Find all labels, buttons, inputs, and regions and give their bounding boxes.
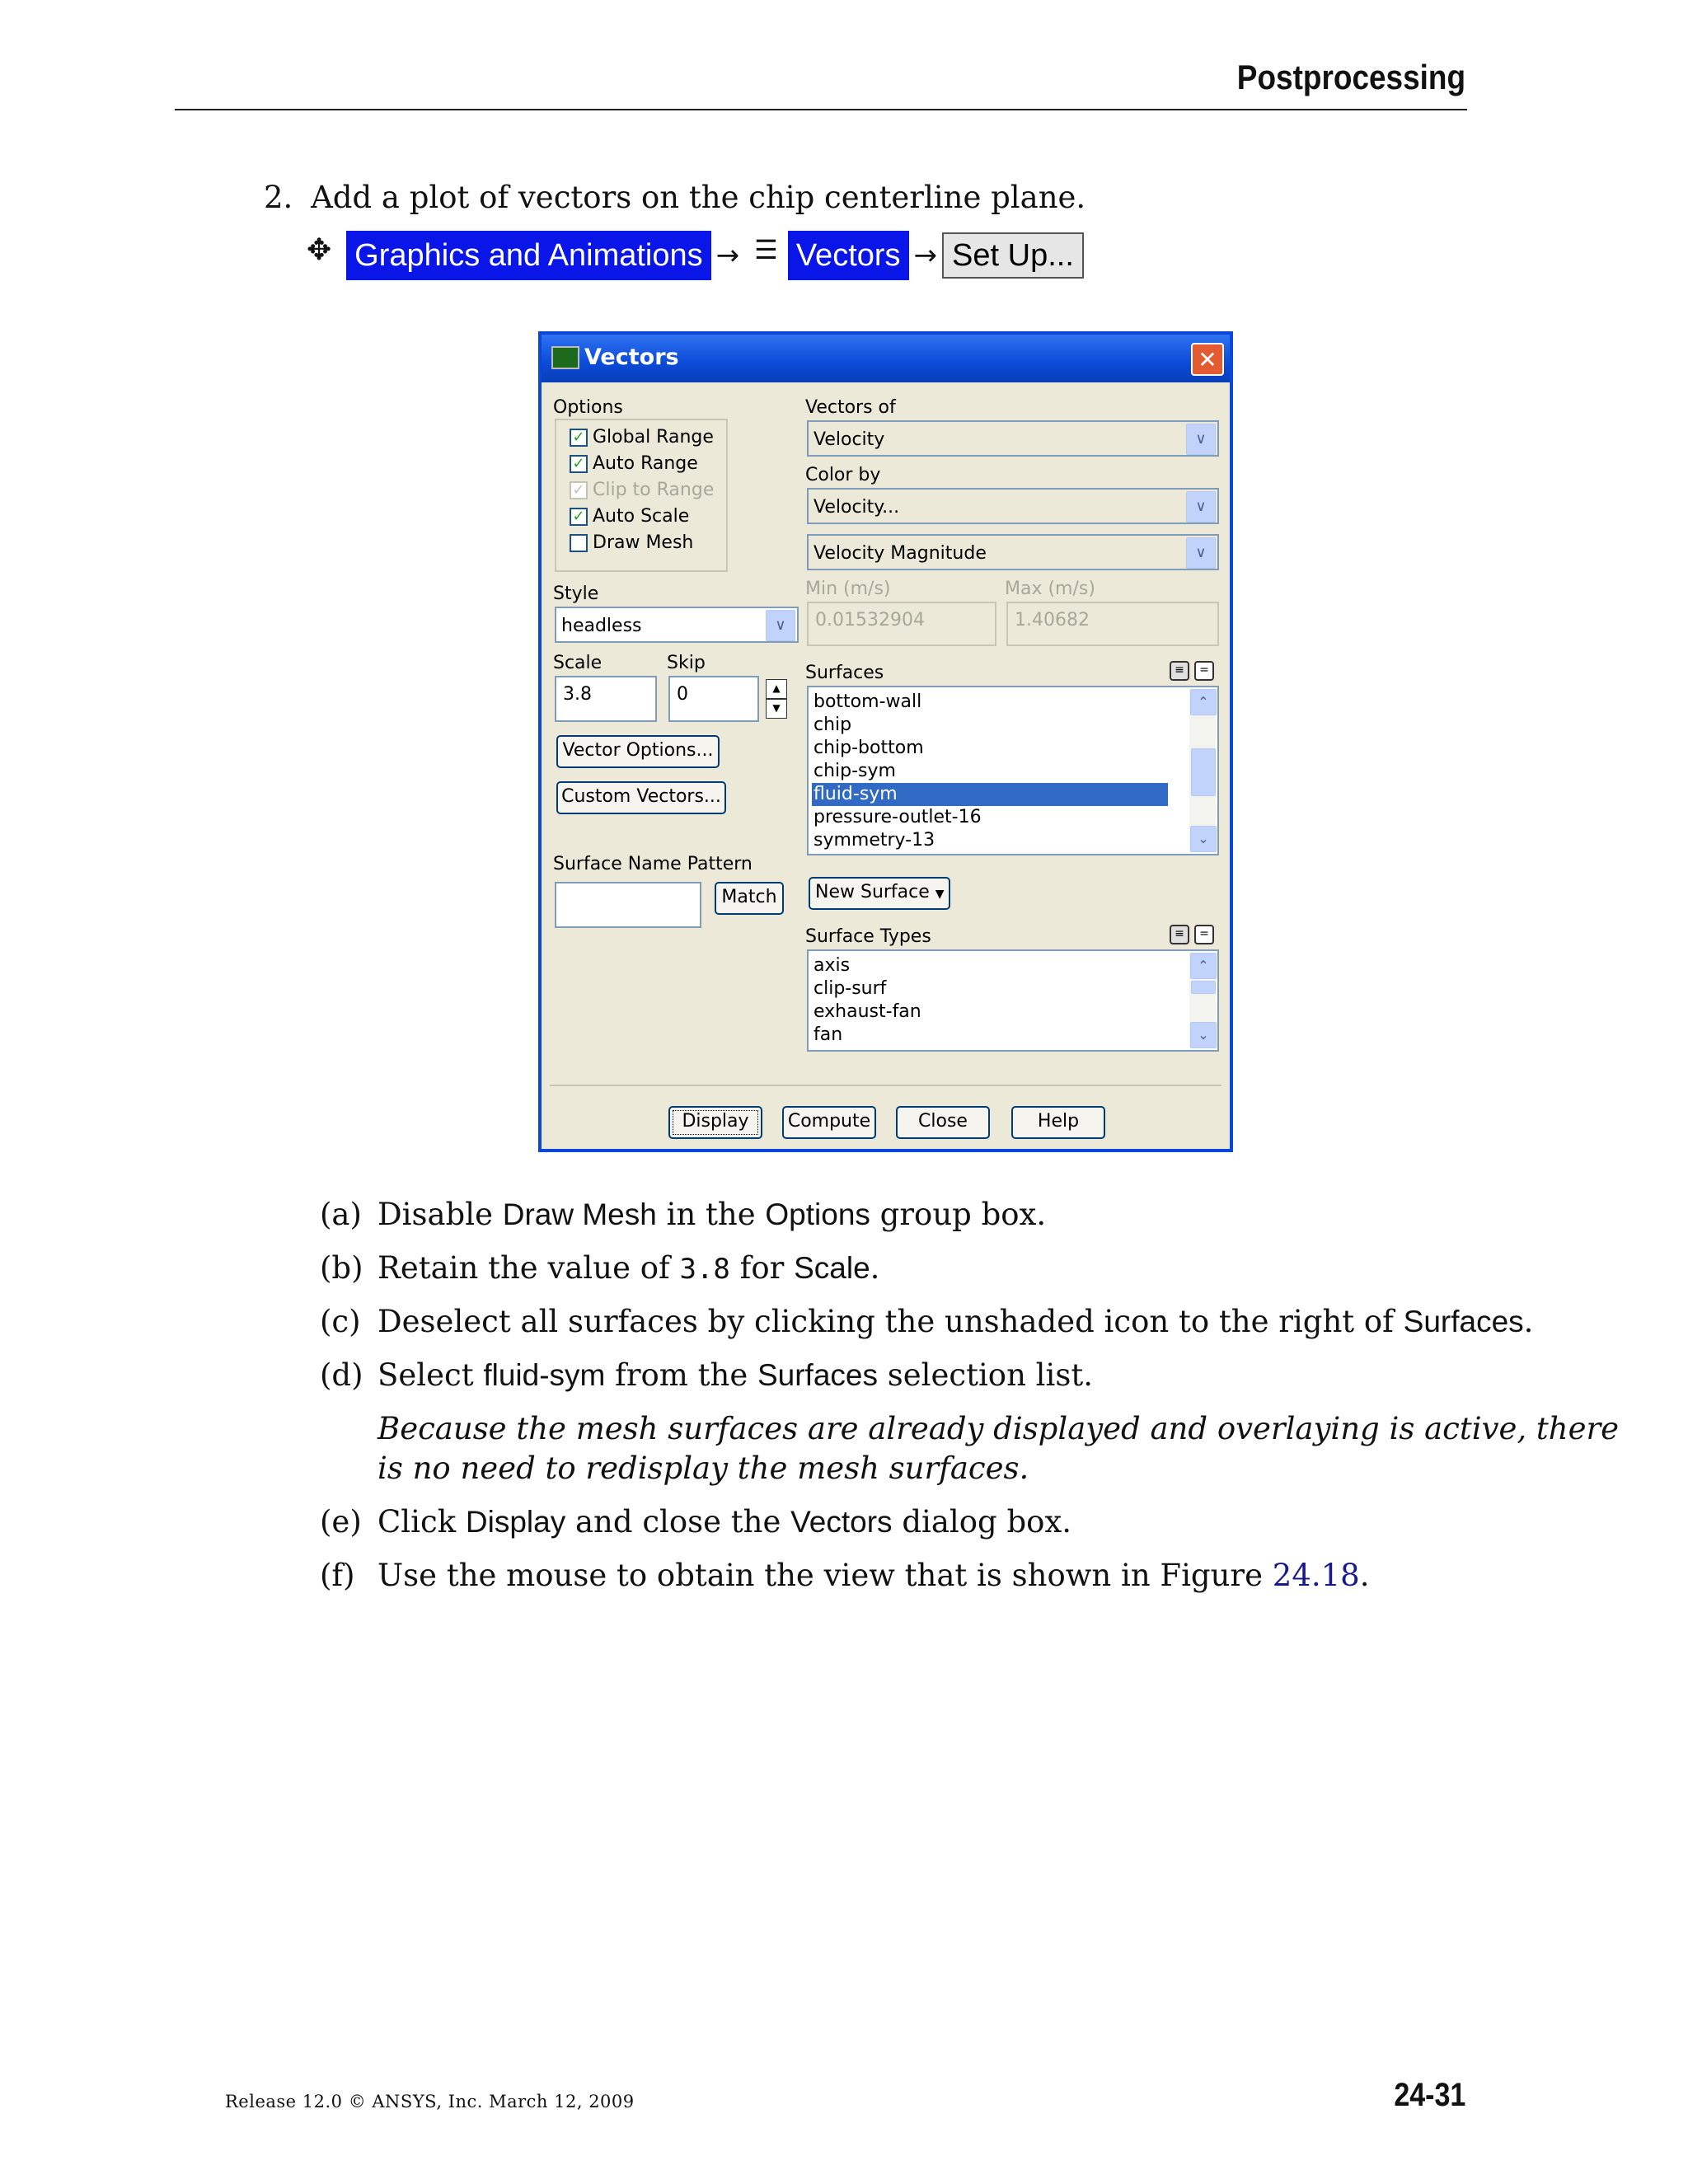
instruction-e <box>320 1504 1071 1540</box>
text: selection list. <box>878 1357 1093 1393</box>
surface-name-pattern-input[interactable] <box>555 882 701 928</box>
divider <box>550 1085 1221 1086</box>
caret-down-icon: ▼ <box>935 888 945 901</box>
color-by-dropdown[interactable] <box>807 488 1219 524</box>
surfaces-label: Surfaces <box>805 663 884 683</box>
vectors-of-dropdown[interactable] <box>807 420 1219 457</box>
scrollbar[interactable] <box>1189 953 1216 1048</box>
auto-range-label: Auto Range <box>593 453 698 474</box>
list-item[interactable]: axis <box>814 955 851 976</box>
clip-to-range-label: Clip to Range <box>593 480 715 500</box>
text: dialog box. <box>892 1504 1072 1540</box>
note-line-2: is no need to redisplay the mesh surfaces. <box>377 1451 1029 1486</box>
text: Retain the value of <box>377 1250 680 1286</box>
color-by-sub-dropdown[interactable] <box>807 534 1219 570</box>
min-input[interactable] <box>807 602 996 646</box>
new-surface-button[interactable] <box>809 877 950 910</box>
select-all-icon[interactable]: ≡ <box>1170 925 1189 944</box>
text: Deselect all surfaces by clicking the unshaded icon to the right of <box>377 1304 1404 1339</box>
ui-term: Surfaces <box>757 1358 878 1392</box>
vectors-dialog <box>538 331 1233 1152</box>
scale-value: 3.8 <box>563 684 592 705</box>
instruction-b <box>320 1250 879 1286</box>
scroll-thumb[interactable] <box>1191 981 1216 994</box>
options-label: Options <box>553 397 623 418</box>
auto-scale-checkbox[interactable]: ✓ <box>570 508 588 526</box>
nav-graphics-and-animations[interactable]: Graphics and Animations <box>346 231 710 280</box>
auto-scale-label: Auto Scale <box>593 506 690 527</box>
text: for <box>729 1250 795 1286</box>
nav-arrow: → <box>715 239 740 272</box>
surface-types-label: Surface Types <box>805 926 931 947</box>
menu-path <box>307 231 1084 280</box>
list-item[interactable]: exhaust-fan <box>814 1001 921 1022</box>
global-range-checkbox[interactable]: ✓ <box>570 429 588 447</box>
text: . <box>1523 1304 1534 1339</box>
close-button[interactable]: Close <box>896 1106 990 1139</box>
item-tag: (b) <box>320 1250 363 1286</box>
scale-input[interactable] <box>555 676 657 722</box>
style-label: Style <box>553 583 599 604</box>
auto-range-checkbox[interactable]: ✓ <box>570 455 588 473</box>
min-value: 0.01532904 <box>815 610 925 630</box>
global-range-label: Global Range <box>593 427 714 448</box>
instruction-f <box>320 1558 1369 1593</box>
draw-mesh-checkbox[interactable] <box>570 534 588 552</box>
ui-term: fluid-sym <box>483 1358 606 1392</box>
ui-term: Draw Mesh <box>502 1197 657 1231</box>
deselect-all-icon[interactable]: = <box>1194 661 1214 681</box>
min-label: Min (m/s) <box>805 579 891 599</box>
spin-up-icon[interactable]: ▲ <box>766 679 787 699</box>
text: group box. <box>870 1197 1047 1232</box>
chevron-up-icon[interactable]: ⌃ <box>1190 689 1217 715</box>
ui-term: Options <box>765 1197 870 1231</box>
step-text <box>264 180 1085 215</box>
step-description: Add a plot of vectors on the chip centerline plane. <box>311 180 1086 215</box>
list-item[interactable]: chip-bottom <box>814 738 924 758</box>
app-icon <box>551 346 579 369</box>
step-number: 2. <box>264 180 293 215</box>
style-value: headless <box>561 616 642 636</box>
ui-term: Vectors <box>790 1505 893 1539</box>
skip-input[interactable] <box>668 676 759 722</box>
surface-types-list[interactable] <box>807 949 1219 1052</box>
code-value: 3.8 <box>679 1253 730 1286</box>
surfaces-list[interactable] <box>807 686 1219 855</box>
list-item[interactable]: clip-surf <box>814 978 887 999</box>
nav-arrow: → <box>913 239 938 272</box>
ui-term: Display <box>465 1505 566 1539</box>
max-input[interactable] <box>1006 602 1219 646</box>
item-tag: (f) <box>320 1558 355 1593</box>
list-item[interactable]: symmetry-13 <box>814 830 935 851</box>
text: Disable <box>377 1197 503 1232</box>
help-button[interactable]: Help <box>1011 1106 1105 1139</box>
item-tag: (e) <box>320 1504 362 1540</box>
vectors-of-label: Vectors of <box>805 397 896 418</box>
instruction-d <box>320 1357 1093 1393</box>
deselect-all-icon[interactable]: = <box>1194 925 1214 944</box>
color-by-sub-value: Velocity Magnitude <box>814 543 987 564</box>
page-number: 24-31 <box>1394 2077 1465 2113</box>
chevron-down-icon[interactable]: ⌄ <box>1190 826 1217 852</box>
text: Click <box>377 1504 466 1540</box>
instruction-a <box>320 1197 1046 1232</box>
nav-vectors[interactable]: Vectors <box>788 231 909 280</box>
text: and close the <box>565 1504 791 1540</box>
ui-term: Surfaces <box>1403 1305 1524 1338</box>
skip-value: 0 <box>677 684 688 705</box>
match-button[interactable]: Match <box>715 882 784 915</box>
tree-icon: ✥ <box>307 232 332 267</box>
list-item[interactable]: pressure-outlet-16 <box>814 807 982 827</box>
ui-term: Scale <box>794 1251 870 1285</box>
chevron-down-icon[interactable]: ∨ <box>1186 537 1216 569</box>
scroll-thumb[interactable] <box>1191 748 1216 796</box>
chevron-up-icon[interactable]: ⌃ <box>1190 953 1217 979</box>
text: Select <box>377 1357 484 1393</box>
item-tag: (c) <box>320 1304 361 1339</box>
text: . <box>1359 1558 1370 1593</box>
select-all-icon[interactable]: ≡ <box>1170 661 1189 681</box>
item-tag: (d) <box>320 1357 363 1393</box>
set-up-button[interactable]: Set Up... <box>942 232 1084 279</box>
style-dropdown[interactable] <box>555 607 799 643</box>
compute-button[interactable]: Compute <box>782 1106 876 1139</box>
dialog-title: Vectors <box>584 344 679 370</box>
close-icon[interactable]: ✕ <box>1191 343 1224 376</box>
list-item[interactable]: bottom-wall <box>814 691 922 712</box>
list-item[interactable]: chip-sym <box>814 761 896 781</box>
skip-label: Skip <box>667 653 706 673</box>
color-by-label: Color by <box>805 465 881 485</box>
vector-options-button[interactable]: Vector Options... <box>556 735 720 768</box>
instruction-c <box>320 1304 1533 1339</box>
vectors-of-value: Velocity <box>814 429 885 450</box>
chevron-down-icon[interactable]: ⌄ <box>1190 1022 1217 1048</box>
scale-label: Scale <box>553 653 603 673</box>
list-item[interactable]: chip <box>814 715 852 735</box>
note-line-1: Because the mesh surfaces are already displayed and overlaying is active, there <box>377 1411 1620 1446</box>
list-icon: ☰ <box>754 234 778 265</box>
text: in the <box>656 1197 766 1232</box>
page-header-title: Postprocessing <box>1236 58 1465 96</box>
figure-link[interactable]: 24.18 <box>1272 1558 1360 1593</box>
chevron-down-icon[interactable]: ∨ <box>1186 491 1216 523</box>
footer-release: Release 12.0 © ANSYS, Inc. March 12, 2009 <box>225 2092 635 2111</box>
text: Use the mouse to obtain the view that is shown in Figure <box>377 1558 1273 1593</box>
chevron-down-icon[interactable]: ∨ <box>1186 424 1216 455</box>
header-rule <box>175 109 1467 110</box>
spin-down-icon[interactable]: ▼ <box>766 699 787 719</box>
surface-name-pattern-label: Surface Name Pattern <box>553 854 753 874</box>
list-item-selected[interactable]: fluid-sym <box>812 783 1168 806</box>
scrollbar[interactable] <box>1189 689 1216 852</box>
custom-vectors-button[interactable]: Custom Vectors... <box>556 781 726 814</box>
text: from the <box>605 1357 757 1393</box>
draw-mesh-label: Draw Mesh <box>593 532 694 553</box>
new-surface-label: New Surface <box>815 882 930 902</box>
text: . <box>870 1250 880 1286</box>
list-item[interactable]: fan <box>814 1024 843 1045</box>
display-button[interactable]: Display <box>668 1106 762 1139</box>
color-by-value: Velocity... <box>814 497 900 518</box>
max-value: 1.40682 <box>1015 610 1090 630</box>
max-label: Max (m/s) <box>1005 579 1095 599</box>
clip-to-range-checkbox[interactable]: ✓ <box>570 481 588 499</box>
item-tag: (a) <box>320 1197 362 1232</box>
chevron-down-icon[interactable]: ∨ <box>766 610 795 641</box>
